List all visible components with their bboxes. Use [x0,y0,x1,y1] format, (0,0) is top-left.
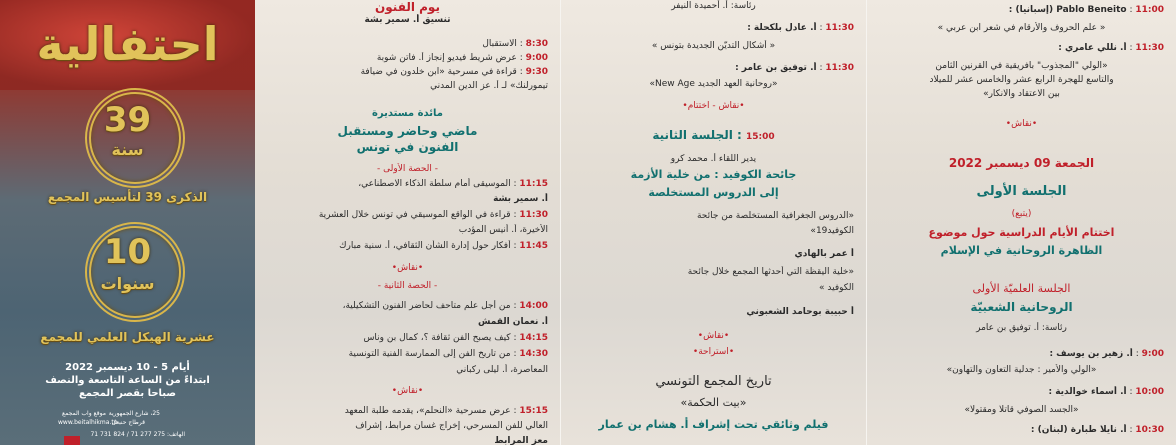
friday-panel [867,0,1176,445]
talk-title: «الدروس الجغرافية المستخلصة من جائحة [696,211,854,221]
closing-label: •نقاش - اختتام• [682,101,745,111]
session2-header: 15:00 : الجلسة الثانية [652,128,775,142]
talk-title: «خلية اليقظة التي أحدثها المجمع خلال جائحة [687,267,854,277]
agenda-item: تيمورلنك» لـ أ. عز الدين المدني [430,81,548,91]
agenda-item: أ. سمير بشة [493,194,548,204]
talk-title: الكوفيد » [819,283,854,293]
agenda-item: معز المرابط [494,436,548,445]
agenda-item: «روحانية العهد الجديد New Age» [649,79,778,89]
agenda-item: 10:30 : أ. نايلا طبارة (لبنان) : [1030,425,1164,435]
agenda-item: 9:30 : قراءة في مسرحية «ابن خلدون في ضيافة [360,67,548,77]
arts-day-panel [255,0,560,445]
agenda-item: المعاصرة، أ. ليلى ركباني [456,365,548,375]
agenda-item: العالي للفن المسرحي، إخراج غسان مرابط، إشراف [355,421,548,431]
agenda-item: الأخيرة، أ. أنيس المؤدب [458,225,548,235]
session-chair: رئاسة: أ. أحميدة النيفر [671,1,756,11]
agenda-item: 8:30 : الاستقبال [482,39,548,49]
logo-icon [64,436,80,445]
badge-39-number: 39 [103,100,152,140]
agenda-item: 11:30 : قراءة في الواقع الموسيقي في تونس خلال العشرية [318,210,548,220]
poster-address-1: 25، شارع الجمهورية [108,410,160,417]
roundtable-title-1: ماضي وحاضر ومستقبل [337,124,478,138]
agenda-item: 11:30 : أ. توفيق بن عامر : [735,63,854,73]
poster-site-label: موقع واب المجمع [62,410,106,417]
closing-theme-1: اختتام الأيام الدراسية حول موضوع [928,226,1115,239]
agenda-item: 11:30 : أ. نللي عامري : [1058,43,1164,53]
session2-theme-2: إلى الدروس المستخلصة [648,186,779,199]
agenda-item: أ. نعمان القمش [477,317,548,327]
arts-day-coordinator: تنسيق أ. سمير بشة [364,15,451,25]
spirituality-panel [561,0,866,445]
agenda-item: « أشكال التديّن الجديدة بتونس » [651,41,776,51]
closing-theme-2: الظاهرة الروحانية في الإسلام [940,244,1103,257]
session-label: - الحصة الثانية - [377,281,438,291]
discussion-label: •نقاش• [697,331,730,341]
agenda-item: «الولي "المجذوب" بافريقية في القرنين الثامن [935,61,1108,71]
poster-title: احتفالية [36,17,219,71]
agenda-item: 11:00 : Pablo Beneito (إسبانيا) : [1008,5,1164,15]
agenda-item: بين الاعتقاد والانكار» [983,89,1060,99]
agenda-item: 15:15 : عرض مسرحية «النحلم»، يقدمه طلبة المعهد [344,406,548,416]
agenda-item: «الولي والأمير : جدلية التعاون والتهاون» [946,365,1097,375]
badge-39-caption: الذكرى 39 لتأسيس المجمع [47,190,208,204]
agenda-item: 9:00 : عرض شريط فيديو إنجاز أ. فاتن شوبة [376,53,548,63]
session1-title: الجلسة الأولى [976,184,1067,199]
break-label: •استراحة• [692,347,735,357]
roundtable-label: مائدة مستديرة [372,108,443,119]
session2-manager: يدير اللقاء أ. محمد كرو [670,154,757,164]
poster-address-2: قرطاج حنبعل [111,419,145,426]
badge-10-caption: عشرية الهيكل العلمي للمجمع [40,330,215,344]
badge-39-unit: سنة [111,140,144,159]
agenda-item: 14:30 : من تاريخ الفن إلى الممارسة الفنية التونسية [348,349,548,359]
badge-10-number: 10 [103,232,152,272]
discussion-label: •نقاش• [1005,119,1038,129]
poster-panel [0,0,255,445]
history-subtitle: فيلم وثائقي تحت إشراف أ. هشام بن عمار [598,418,829,431]
day-heading: الجمعة 09 ديسمبر 2022 [948,156,1095,170]
speaker-name: أ حبيبة بوحامد الشعبوني [746,307,854,317]
sci-session-chair: رئاسة: أ. توفيق بن عامر [976,323,1067,333]
agenda-item: 11:45 : أفكار حول إدارة الشأن الثقافي، أ. سنية مبارك [339,241,548,251]
badge-10-unit: سنوات [100,274,155,293]
session2-theme-1: جائحة الكوفيد : من خلية الأزمة [630,168,797,181]
talk-title: الكوفيد19» [810,226,854,236]
roundtable-title-2: الفنون في تونس [356,140,459,154]
sci-session-title: الجلسة العلميّة الأولى [972,282,1071,295]
discussion-label: •نقاش• [391,263,424,273]
speaker-name: أ عمر بالهادي [794,249,854,259]
agenda-item: 9:00 : أ. زهير بن يوسف : [1049,349,1164,359]
agenda-item: 11:15 : الموسيقى أمام سلطة الذكاء الاصطناعي، [358,179,548,189]
agenda-item: 11:30 : أ. عادل بلكحلة : [747,23,854,33]
agenda-item: «الجسد الصوفي قاتلا ومقتولا» [964,405,1079,415]
history-title-2: «بيت الحكمة» [680,396,747,409]
poster-phone: الهاتف: 275 277 71 / 824 731 71 [90,431,185,438]
arts-day-title: يوم الفنون [375,0,440,14]
poster-place: صباحا بقصر المجمع [78,388,177,399]
agenda-item: 14:15 : كيف يصبح الفن ثقافة ؟، كمال بن وناس [363,333,548,343]
session-label: - الحصة الأولى - [377,164,438,174]
agenda-item: 10:00 : أ. أسماء خوالدية : [1048,387,1164,397]
continued-label: (يتبع) [1011,209,1032,219]
poster-site[interactable]: www.beitalhikma.tn [58,419,118,426]
agenda-item: « علم الحروف والأرقام في شعر ابن عربي » [937,23,1106,33]
poster-dates: أيام 5 - 10 ديسمبر 2022 [65,362,190,373]
agenda-item: والتاسع للهجرة الرابع عشر والخامس عشر للميلاد [929,75,1114,85]
agenda-item: 14:00 : من أجل علم متاحف لحاضر الفنون التشكيلية، [342,301,548,311]
history-title-1: تاريخ المجمع التونسي [655,374,772,389]
sci-session-subtitle: الروحانية الشعبيّة [970,300,1073,314]
discussion-label: •نقاش• [391,386,424,396]
poster-time: ابتداءً من الساعة التاسعة والنصف [45,375,210,386]
